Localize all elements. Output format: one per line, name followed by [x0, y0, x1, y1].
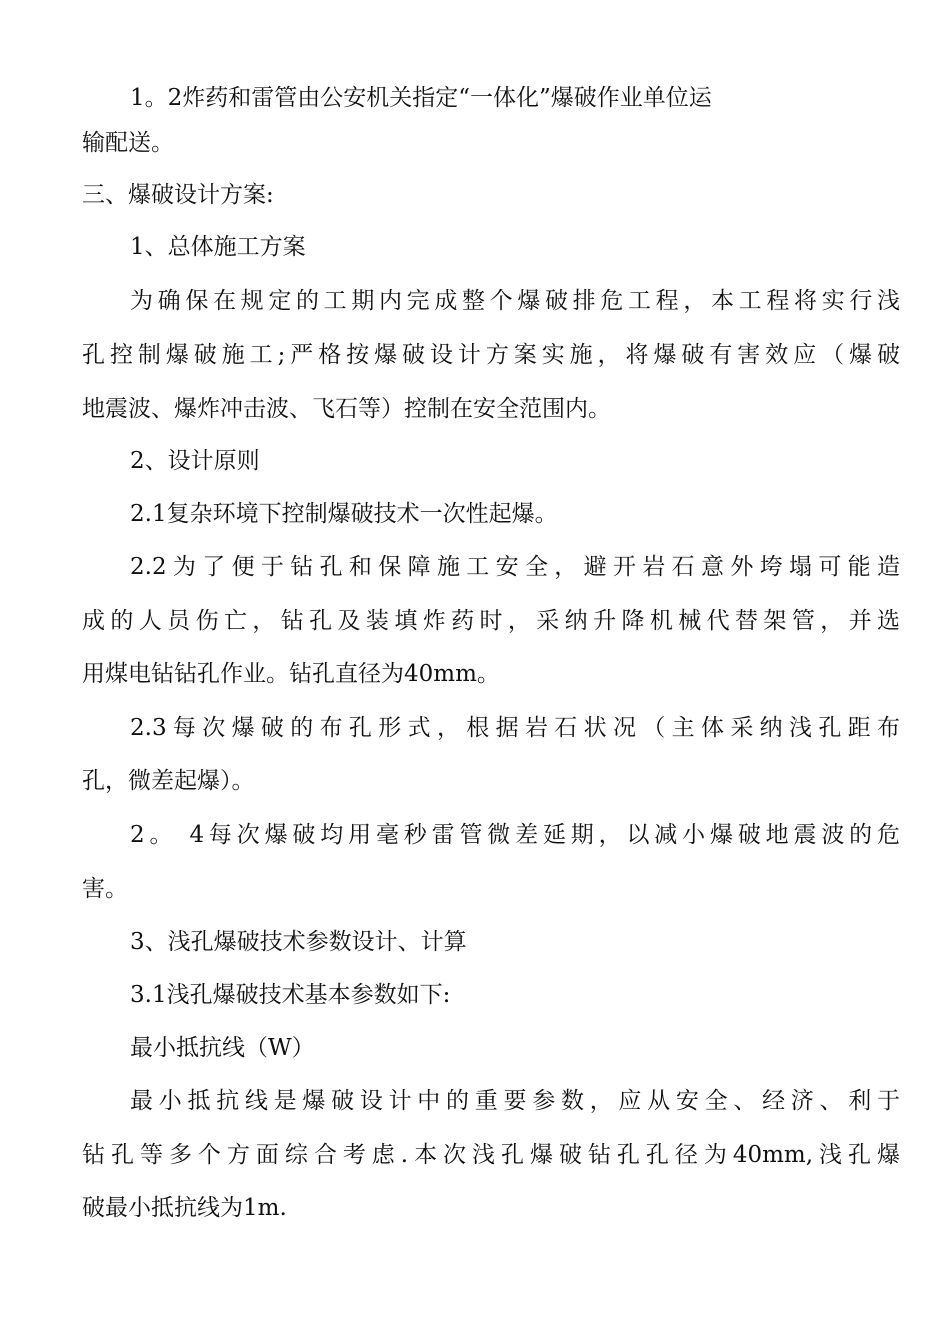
text-line: 输配送。 — [82, 130, 174, 156]
text-line: 3.1浅孔爆破技术基本参数如下: — [130, 982, 451, 1008]
text-line: 用煤电钻钻孔作业。钻孔直径为40mm。 — [82, 661, 500, 687]
text-line: 1。2炸药和雷管由公安机关指定“一体化”爆破作业单位运 — [130, 85, 712, 111]
text-line: 孔，微差起爆）。 — [82, 768, 255, 794]
text-line: 为确保在规定的工期内完成整个爆破排危工程，本工程将实行浅 — [130, 288, 900, 314]
text-line: 2.2为了便于钻孔和保障施工安全，避开岩石意外垮塌可能造 — [130, 554, 900, 580]
subsection-heading: 2、设计原则 — [130, 448, 260, 474]
text-line: 2。 4每次爆破均用毫秒雷管微差延期，以减小爆破地震波的危 — [130, 822, 900, 848]
text-line: 最小抵抗线（W） — [130, 1035, 315, 1061]
section-heading: 三、爆破设计方案: — [82, 182, 274, 208]
subsection-heading: 3、浅孔爆破技术参数设计、计算 — [130, 929, 467, 955]
text-line: 地震波、爆炸冲击波、飞石等）控制在安全范围内。 — [82, 396, 611, 422]
text-line: 最小抵抗线是爆破设计中的重要参数，应从安全、经济、利于 — [130, 1088, 900, 1114]
text-line: 破最小抵抗线为1m. — [82, 1195, 287, 1221]
text-line: 钻孔等多个方面综合考虑.本次浅孔爆破钻孔孔径为40mm,浅孔爆 — [82, 1142, 900, 1168]
text-line: 2.1复杂环境下控制爆破技术一次性起爆。 — [130, 501, 558, 527]
text-line: 害。 — [82, 876, 128, 902]
subsection-heading: 1、总体施工方案 — [130, 234, 306, 260]
text-line: 成的人员伤亡，钻孔及装填炸药时，采纳升降机械代替架管，并选 — [82, 608, 900, 634]
text-line: 2.3每次爆破的布孔形式，根据岩石状况（主体采纳浅孔距布 — [130, 715, 900, 741]
text-line: 孔控制爆破施工;严格按爆破设计方案实施，将爆破有害效应（爆破 — [82, 342, 900, 368]
